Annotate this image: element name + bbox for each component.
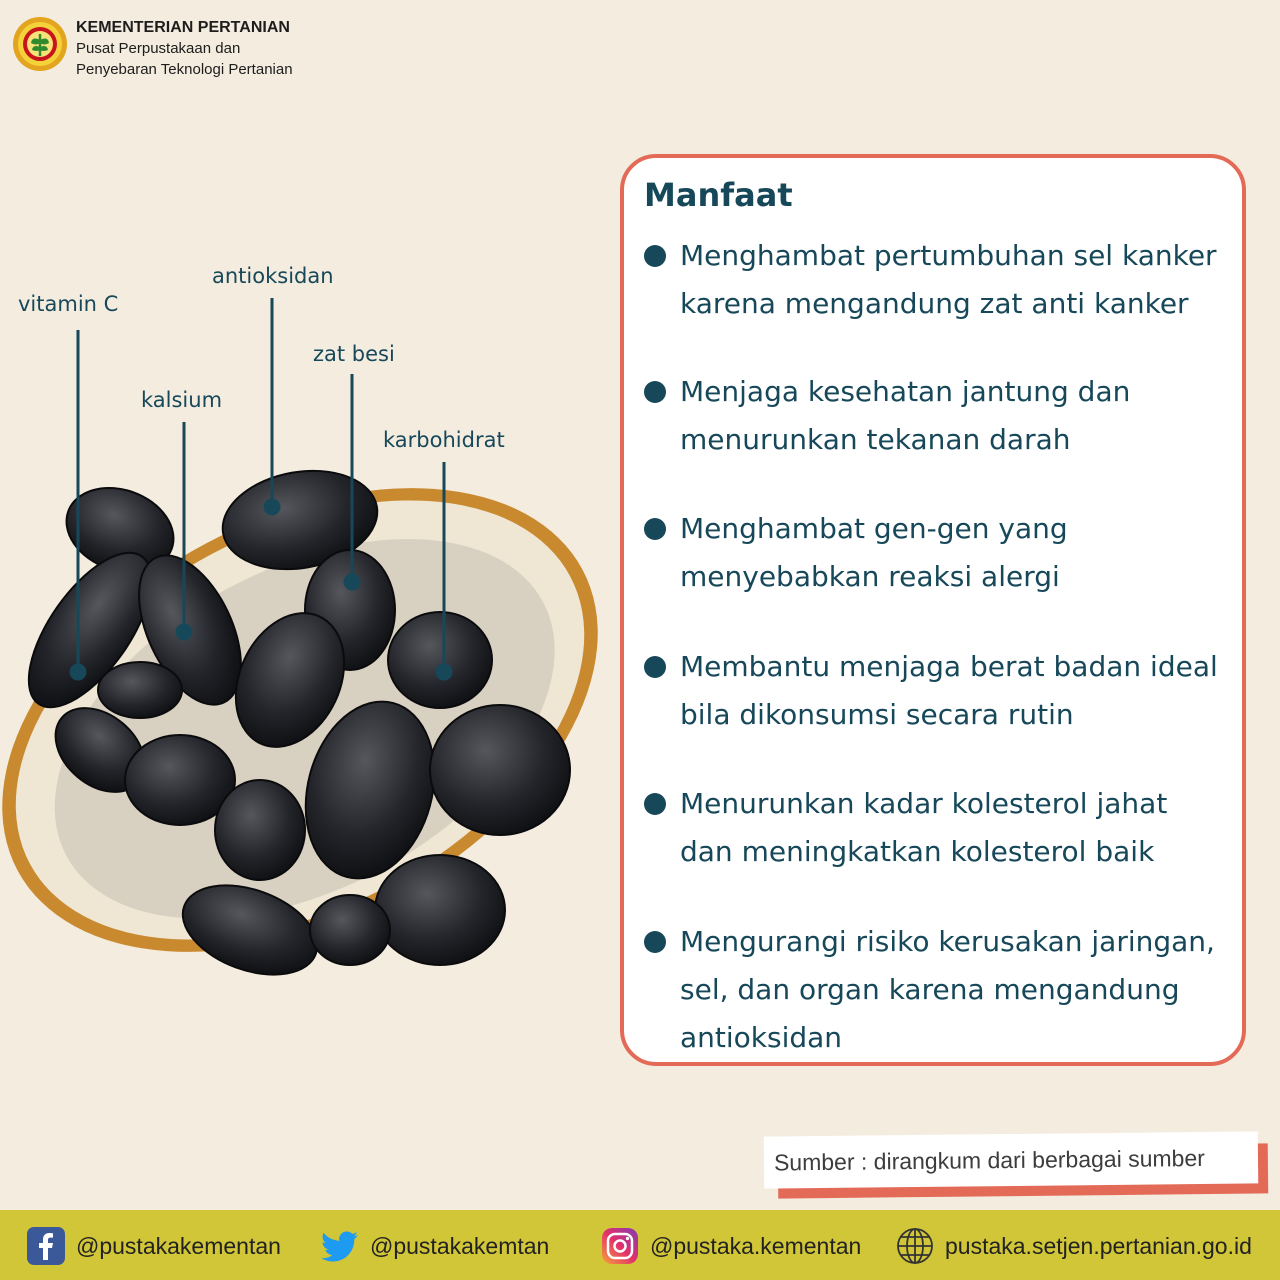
benefit-line: Menghambat pertumbuhan sel kanker bbox=[680, 239, 1217, 272]
nutrient-label-zat-besi: zat besi bbox=[313, 342, 395, 366]
benefit-text bbox=[680, 232, 1228, 328]
org-subtitle-line1: Pusat Perpustakaan dan bbox=[76, 40, 241, 57]
social-instagram[interactable] bbox=[600, 1226, 861, 1266]
benefit-line: bila dikonsumsi secara rutin bbox=[680, 698, 1074, 731]
benefit-item bbox=[644, 918, 1228, 1062]
source-note bbox=[764, 1131, 1259, 1188]
benefit-line: dan meningkatkan kolesterol baik bbox=[680, 835, 1155, 868]
benefit-text bbox=[680, 643, 1228, 739]
social-facebook[interactable] bbox=[26, 1226, 281, 1266]
benefit-item bbox=[644, 780, 1228, 876]
twitter-icon bbox=[320, 1226, 360, 1266]
globe-icon bbox=[895, 1226, 935, 1266]
instagram-icon bbox=[600, 1226, 640, 1266]
benefits-card bbox=[620, 154, 1246, 1066]
benefit-line: Menjaga kesehatan jantung dan bbox=[680, 375, 1131, 408]
benefit-line: Membantu menjaga berat badan ideal bbox=[680, 650, 1218, 683]
nutrient-label-kalsium: kalsium bbox=[141, 388, 223, 412]
benefit-item bbox=[644, 505, 1228, 601]
social-twitter[interactable] bbox=[320, 1226, 549, 1266]
benefit-text bbox=[680, 505, 1228, 601]
benefit-line: Mengurangi risiko kerusakan jaringan, bbox=[680, 925, 1215, 958]
benefit-item bbox=[644, 368, 1228, 464]
benefit-line: Menurunkan kadar kolesterol jahat bbox=[680, 787, 1168, 820]
instagram-handle: @pustaka.kementan bbox=[650, 1232, 862, 1259]
twitter-handle: @pustakakemtan bbox=[370, 1232, 550, 1259]
header bbox=[12, 16, 293, 80]
black-garlic-illustration bbox=[0, 250, 620, 1050]
bullet-icon bbox=[644, 381, 666, 403]
benefit-line: menyebabkan reaksi alergi bbox=[680, 560, 1060, 593]
benefit-line: antioksidan bbox=[680, 1021, 843, 1054]
footer bbox=[0, 1210, 1280, 1280]
benefit-line: menurunkan tekanan darah bbox=[680, 423, 1071, 456]
org-subtitle-line2: Penyebaran Teknologi Pertanian bbox=[76, 61, 293, 78]
benefit-line: sel, dan organ karena mengandung bbox=[680, 973, 1180, 1006]
nutrient-label-vitamin-c: vitamin C bbox=[18, 292, 119, 316]
benefit-text bbox=[680, 918, 1228, 1062]
card-title: Manfaat bbox=[644, 176, 793, 214]
benefit-item bbox=[644, 232, 1228, 328]
facebook-handle: @pustakakementan bbox=[76, 1232, 281, 1259]
benefit-text bbox=[680, 780, 1228, 876]
bullet-icon bbox=[644, 245, 666, 267]
bullet-icon bbox=[644, 518, 666, 540]
org-block bbox=[76, 17, 293, 80]
bullet-icon bbox=[644, 656, 666, 678]
nutrient-label-karbohidrat: karbohidrat bbox=[383, 428, 505, 452]
website-url: pustaka.setjen.pertanian.go.id bbox=[945, 1232, 1252, 1259]
benefit-line: Menghambat gen-gen yang bbox=[680, 512, 1068, 545]
nutrient-label-antioksidan: antioksidan bbox=[212, 264, 334, 288]
social-website[interactable] bbox=[895, 1226, 1252, 1266]
benefit-line: karena mengandung zat anti kanker bbox=[680, 287, 1189, 320]
garlic-bowl-image bbox=[0, 250, 620, 1050]
bullet-icon bbox=[644, 793, 666, 815]
bullet-icon bbox=[644, 931, 666, 953]
org-name: KEMENTERIAN PERTANIAN bbox=[76, 19, 290, 36]
ministry-logo-icon bbox=[12, 16, 68, 72]
facebook-icon bbox=[26, 1226, 66, 1266]
benefit-item bbox=[644, 643, 1228, 739]
benefit-text bbox=[680, 368, 1228, 464]
source-text: Sumber : dirangkum dari berbagai sumber bbox=[773, 1144, 1205, 1175]
